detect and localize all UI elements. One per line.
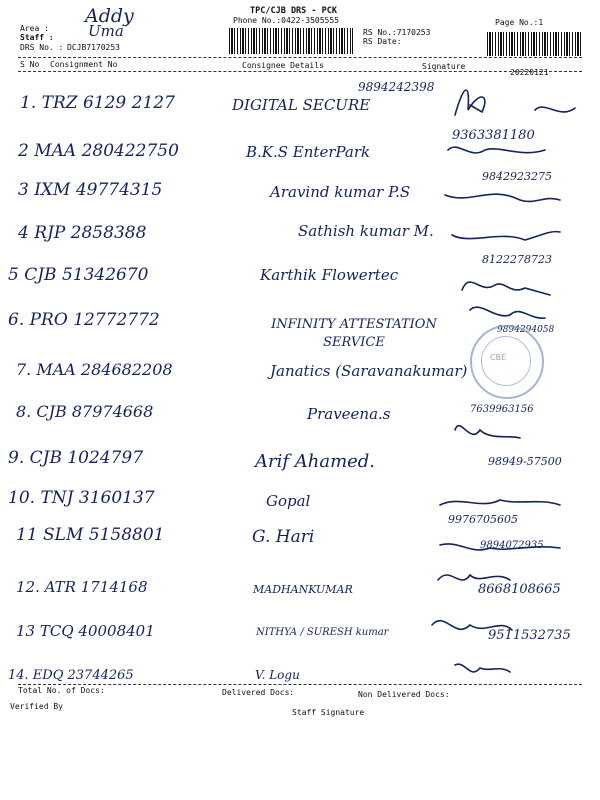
consignment-entry: 10. TNJ 3160137 — [8, 488, 155, 508]
phone-note: 9511532735 — [488, 628, 571, 643]
phone-note: 9842923275 — [482, 170, 552, 183]
consignment-entry: 13 TCQ 40008401 — [16, 622, 155, 640]
staff-label: Staff : — [20, 33, 54, 42]
drs-no-value: DCJB7170253 — [67, 43, 120, 52]
consignment-entry: 7. MAA 284682208 — [16, 360, 173, 379]
phone-note: 9976705605 — [448, 513, 518, 526]
consignment-entry: 2 MAA 280422750 — [18, 141, 179, 161]
phone-note: 98949-57500 — [488, 455, 562, 468]
rs-no: RS No.:7170253 — [363, 28, 431, 37]
staff-handwritten: Uma — [88, 22, 124, 40]
phone-note: 9363381180 — [452, 128, 535, 143]
verified-by-label: Verified By — [10, 702, 63, 711]
consignee-name: Gopal — [266, 492, 311, 510]
area-label: Area : — [20, 24, 49, 33]
header-phone: Phone No.:0422-3505555 — [233, 16, 339, 25]
consignment-entry: 12. ATR 1714168 — [16, 578, 148, 596]
delivered-docs-label: Delivered Docs: — [222, 688, 295, 697]
consignment-entry: 6. PRO 12772772 — [8, 310, 160, 330]
phone-note: 8122278723 — [482, 253, 552, 266]
consignee-name: G. Hari — [252, 527, 315, 547]
consignee-name: INFINITY ATTESTATION SERVICE — [271, 317, 437, 350]
consignee-name: DIGITAL SECURE — [232, 96, 371, 114]
drs-no-label: DRS No. : — [20, 43, 64, 52]
company-stamp — [470, 325, 544, 399]
consignee-name: MADHANKUMAR — [253, 583, 353, 596]
col-consignee: Consignee Details — [242, 61, 324, 70]
col-s-no: S No — [20, 60, 40, 69]
consignee-name: Karthik Flowertec — [260, 266, 399, 284]
stamp-text: CBE — [490, 353, 507, 362]
consignee-name: V. Logu — [255, 668, 300, 682]
phone-note: 9894294058 — [497, 325, 555, 335]
col-signature: Signature — [422, 62, 466, 71]
consignment-entry: 5 CJB 51342670 — [8, 265, 149, 285]
consignee-name: Praveena.s — [307, 405, 391, 423]
consignee-name: Sathish kumar M. — [298, 222, 434, 240]
consignee-name: NITHYA / SURESH kumar — [256, 627, 389, 638]
phone-note: 9894242398 — [358, 80, 435, 94]
date-marker: 20220121 — [510, 68, 549, 77]
consignment-entry: 14. EDQ 23744265 — [8, 668, 134, 683]
rs-date: RS Date: — [363, 37, 402, 46]
staff-signature-label: Staff Signature — [292, 708, 365, 717]
consignment-entry: 1. TRZ 6129 2127 — [20, 93, 175, 113]
area-handwritten: Addy — [85, 5, 134, 27]
divider — [18, 684, 582, 685]
consignment-entry: 8. CJB 87974668 — [16, 402, 154, 421]
consignee-name: Aravind kumar P.S — [270, 183, 411, 201]
consignee-name: B.K.S EnterPark — [246, 143, 371, 161]
consignment-entry: 4 RJP 2858388 — [18, 223, 147, 243]
phone-note: 8668108665 — [478, 582, 561, 597]
phone-note: 7639963156 — [470, 404, 534, 415]
consignment-entry: 3 IXM 49774315 — [18, 180, 163, 200]
non-delivered-docs-label: Non Delivered Docs: — [358, 690, 450, 699]
consignee-name: Arif Ahamed. — [255, 451, 376, 472]
page-no: Page No.:1 — [495, 18, 544, 27]
col-consignment: Consignment No — [50, 60, 118, 69]
header-title: TPC/CJB DRS - PCK — [250, 6, 337, 16]
phone-note: 9894072935 — [480, 540, 544, 551]
consignment-entry: 9. CJB 1024797 — [8, 448, 144, 468]
consignment-entry: 11 SLM 5158801 — [16, 525, 165, 545]
consignee-name: Janatics (Saravanakumar) — [270, 362, 468, 380]
total-docs-label: Total No. of Docs: — [18, 686, 105, 695]
